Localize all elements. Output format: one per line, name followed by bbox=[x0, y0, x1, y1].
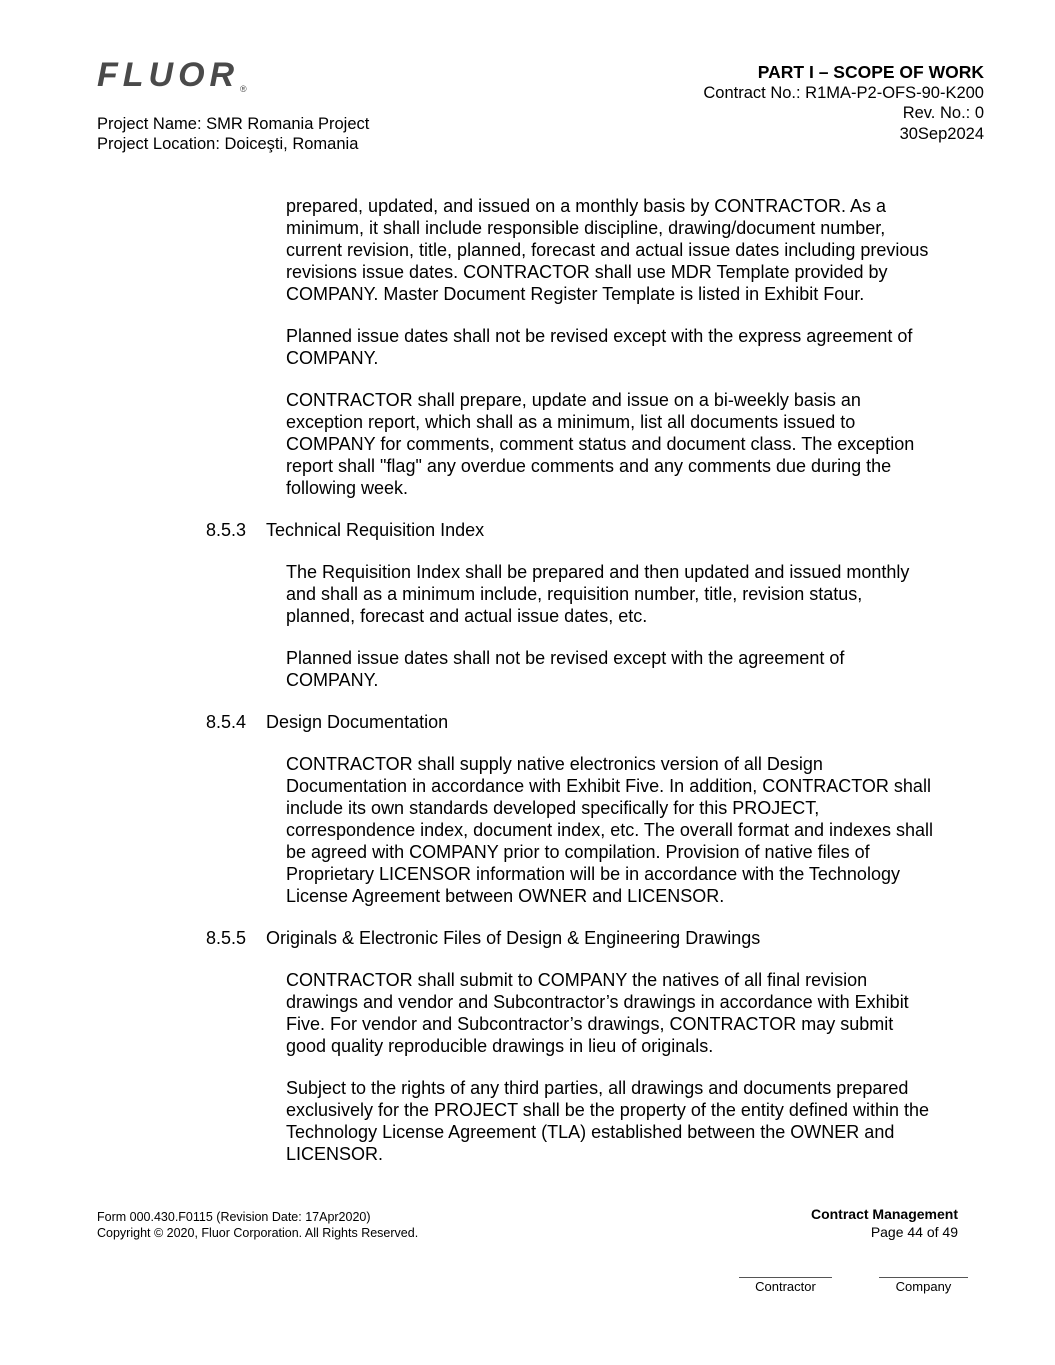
paragraph-line: Documentation in accordance with Exhibit Five. In addition, CONTRACTOR shall bbox=[286, 776, 931, 796]
footer-right bbox=[811, 1205, 958, 1241]
paragraph-line: current revision, title, planned, forecast and actual issue dates including previous bbox=[286, 240, 929, 260]
paragraph-line: and shall as a minimum include, requisition number, title, revision status, bbox=[286, 584, 863, 604]
project-info bbox=[97, 114, 369, 154]
paragraph-line: CONTRACTOR shall supply native electronics version of all Design bbox=[286, 754, 823, 774]
footer-section-title: Contract Management bbox=[810, 1206, 958, 1222]
contractor-label: Contractor bbox=[755, 1279, 816, 1294]
paragraph-line: revisions issue dates. CONTRACTOR shall use MDR Template provided by bbox=[286, 262, 888, 282]
form-number: Form 000.430.F0115 (Revision Date: 17Apr2020) bbox=[97, 1210, 371, 1224]
page-number: Page 44 of 49 bbox=[870, 1224, 958, 1240]
contractor-signature-line bbox=[739, 1277, 832, 1278]
document-date: 30Sep2024 bbox=[899, 124, 984, 143]
body-paragraph bbox=[0, 389, 1055, 499]
paragraph-line: COMPANY. bbox=[286, 670, 379, 690]
section-heading bbox=[0, 927, 1055, 949]
body-paragraph bbox=[0, 561, 1055, 627]
company-signature-line bbox=[879, 1277, 968, 1278]
copyright: Copyright © 2020, Fluor Corporation. All Rights Reserved. bbox=[97, 1226, 419, 1240]
part-title: PART I – SCOPE OF WORK bbox=[757, 62, 984, 82]
paragraph-line: License Agreement between OWNER and LICENSOR. bbox=[286, 886, 725, 906]
paragraph-line: COMPANY. bbox=[286, 348, 379, 368]
paragraph-line: be agreed with COMPANY prior to compilation. Provision of native files of bbox=[286, 842, 870, 862]
paragraph-line: planned, forecast and actual issue dates, etc. bbox=[286, 606, 648, 626]
section-number: 8.5.3 bbox=[206, 520, 247, 540]
paragraph-line: Planned issue dates shall not be revised except with the express agreement of bbox=[286, 326, 913, 346]
paragraph-line: prepared, updated, and issued on a monthly basis by CONTRACTOR. As a bbox=[286, 196, 886, 216]
paragraph-line: exclusively for the PROJECT shall be the property of the entity defined within the bbox=[286, 1100, 929, 1120]
registered-mark: ® bbox=[240, 84, 247, 94]
section-title: Design Documentation bbox=[266, 712, 449, 732]
document-body bbox=[0, 195, 1055, 1185]
section-heading bbox=[0, 711, 1055, 733]
paragraph-line: report shall "flag" any overdue comments and any comments due during the bbox=[286, 456, 892, 476]
footer-left bbox=[97, 1209, 418, 1241]
paragraph-line: CONTRACTOR shall submit to COMPANY the natives of all final revision bbox=[286, 970, 868, 990]
body-paragraph bbox=[0, 325, 1055, 369]
paragraph-line: LICENSOR. bbox=[286, 1144, 384, 1164]
section-title: Originals & Electronic Files of Design & Engineering Drawings bbox=[266, 928, 761, 948]
paragraph-line: The Requisition Index shall be prepared and then updated and issued monthly bbox=[286, 562, 910, 582]
body-paragraph bbox=[0, 753, 1055, 907]
project-location: Project Location: Doiceşti, Romania bbox=[97, 135, 359, 153]
paragraph-line: Planned issue dates shall not be revised except with the agreement of bbox=[286, 648, 845, 668]
revision-number: Rev. No.: 0 bbox=[902, 104, 984, 122]
company-label: Company bbox=[895, 1279, 952, 1294]
section-number: 8.5.5 bbox=[206, 928, 247, 948]
paragraph-line: exception report, which shall as a minimum, list all documents issued to bbox=[286, 412, 856, 432]
paragraph-line: Subject to the rights of any third parties, all drawings and documents prepared bbox=[286, 1078, 909, 1098]
body-paragraph bbox=[0, 195, 1055, 305]
paragraph-line: good quality reproducible drawings in lieu of originals. bbox=[286, 1036, 714, 1056]
paragraph-line: Proprietary LICENSOR information will be in accordance with the Technology bbox=[286, 864, 900, 884]
section-number: 8.5.4 bbox=[206, 712, 247, 732]
paragraph-line: drawings and vendor and Subcontractor’s drawings in accordance with Exhibit bbox=[286, 992, 909, 1012]
fluor-logo: FLUOR bbox=[97, 56, 240, 94]
paragraph-line: correspondence index, document index, etc. The overall format and indexes shall bbox=[286, 820, 934, 840]
paragraph-line: COMPANY for comments, comment status and document class. The exception bbox=[286, 434, 915, 454]
paragraph-line: following week. bbox=[286, 478, 409, 498]
paragraph-line: Technology License Agreement (TLA) established between the OWNER and bbox=[286, 1122, 895, 1142]
project-name: Project Name: SMR Romania Project bbox=[97, 115, 370, 133]
document-info bbox=[703, 62, 984, 144]
paragraph-line: CONTRACTOR shall prepare, update and issue on a bi-weekly basis an bbox=[286, 390, 861, 410]
paragraph-line: include its own standards developed specifically for this PROJECT, bbox=[286, 798, 820, 818]
paragraph-line: minimum, it shall include responsible discipline, drawing/document number, bbox=[286, 218, 886, 238]
body-paragraph bbox=[0, 1077, 1055, 1165]
section-heading bbox=[0, 519, 1055, 541]
body-paragraph bbox=[0, 647, 1055, 691]
paragraph-line: COMPANY. Master Document Register Template is listed in Exhibit Four. bbox=[286, 284, 865, 304]
body-paragraph bbox=[0, 969, 1055, 1057]
contract-number: Contract No.: R1MA-P2-OFS-90-K200 bbox=[703, 83, 984, 102]
section-title: Technical Requisition Index bbox=[266, 520, 485, 540]
paragraph-line: Five. For vendor and Subcontractor’s drawings, CONTRACTOR may submit bbox=[286, 1014, 894, 1034]
